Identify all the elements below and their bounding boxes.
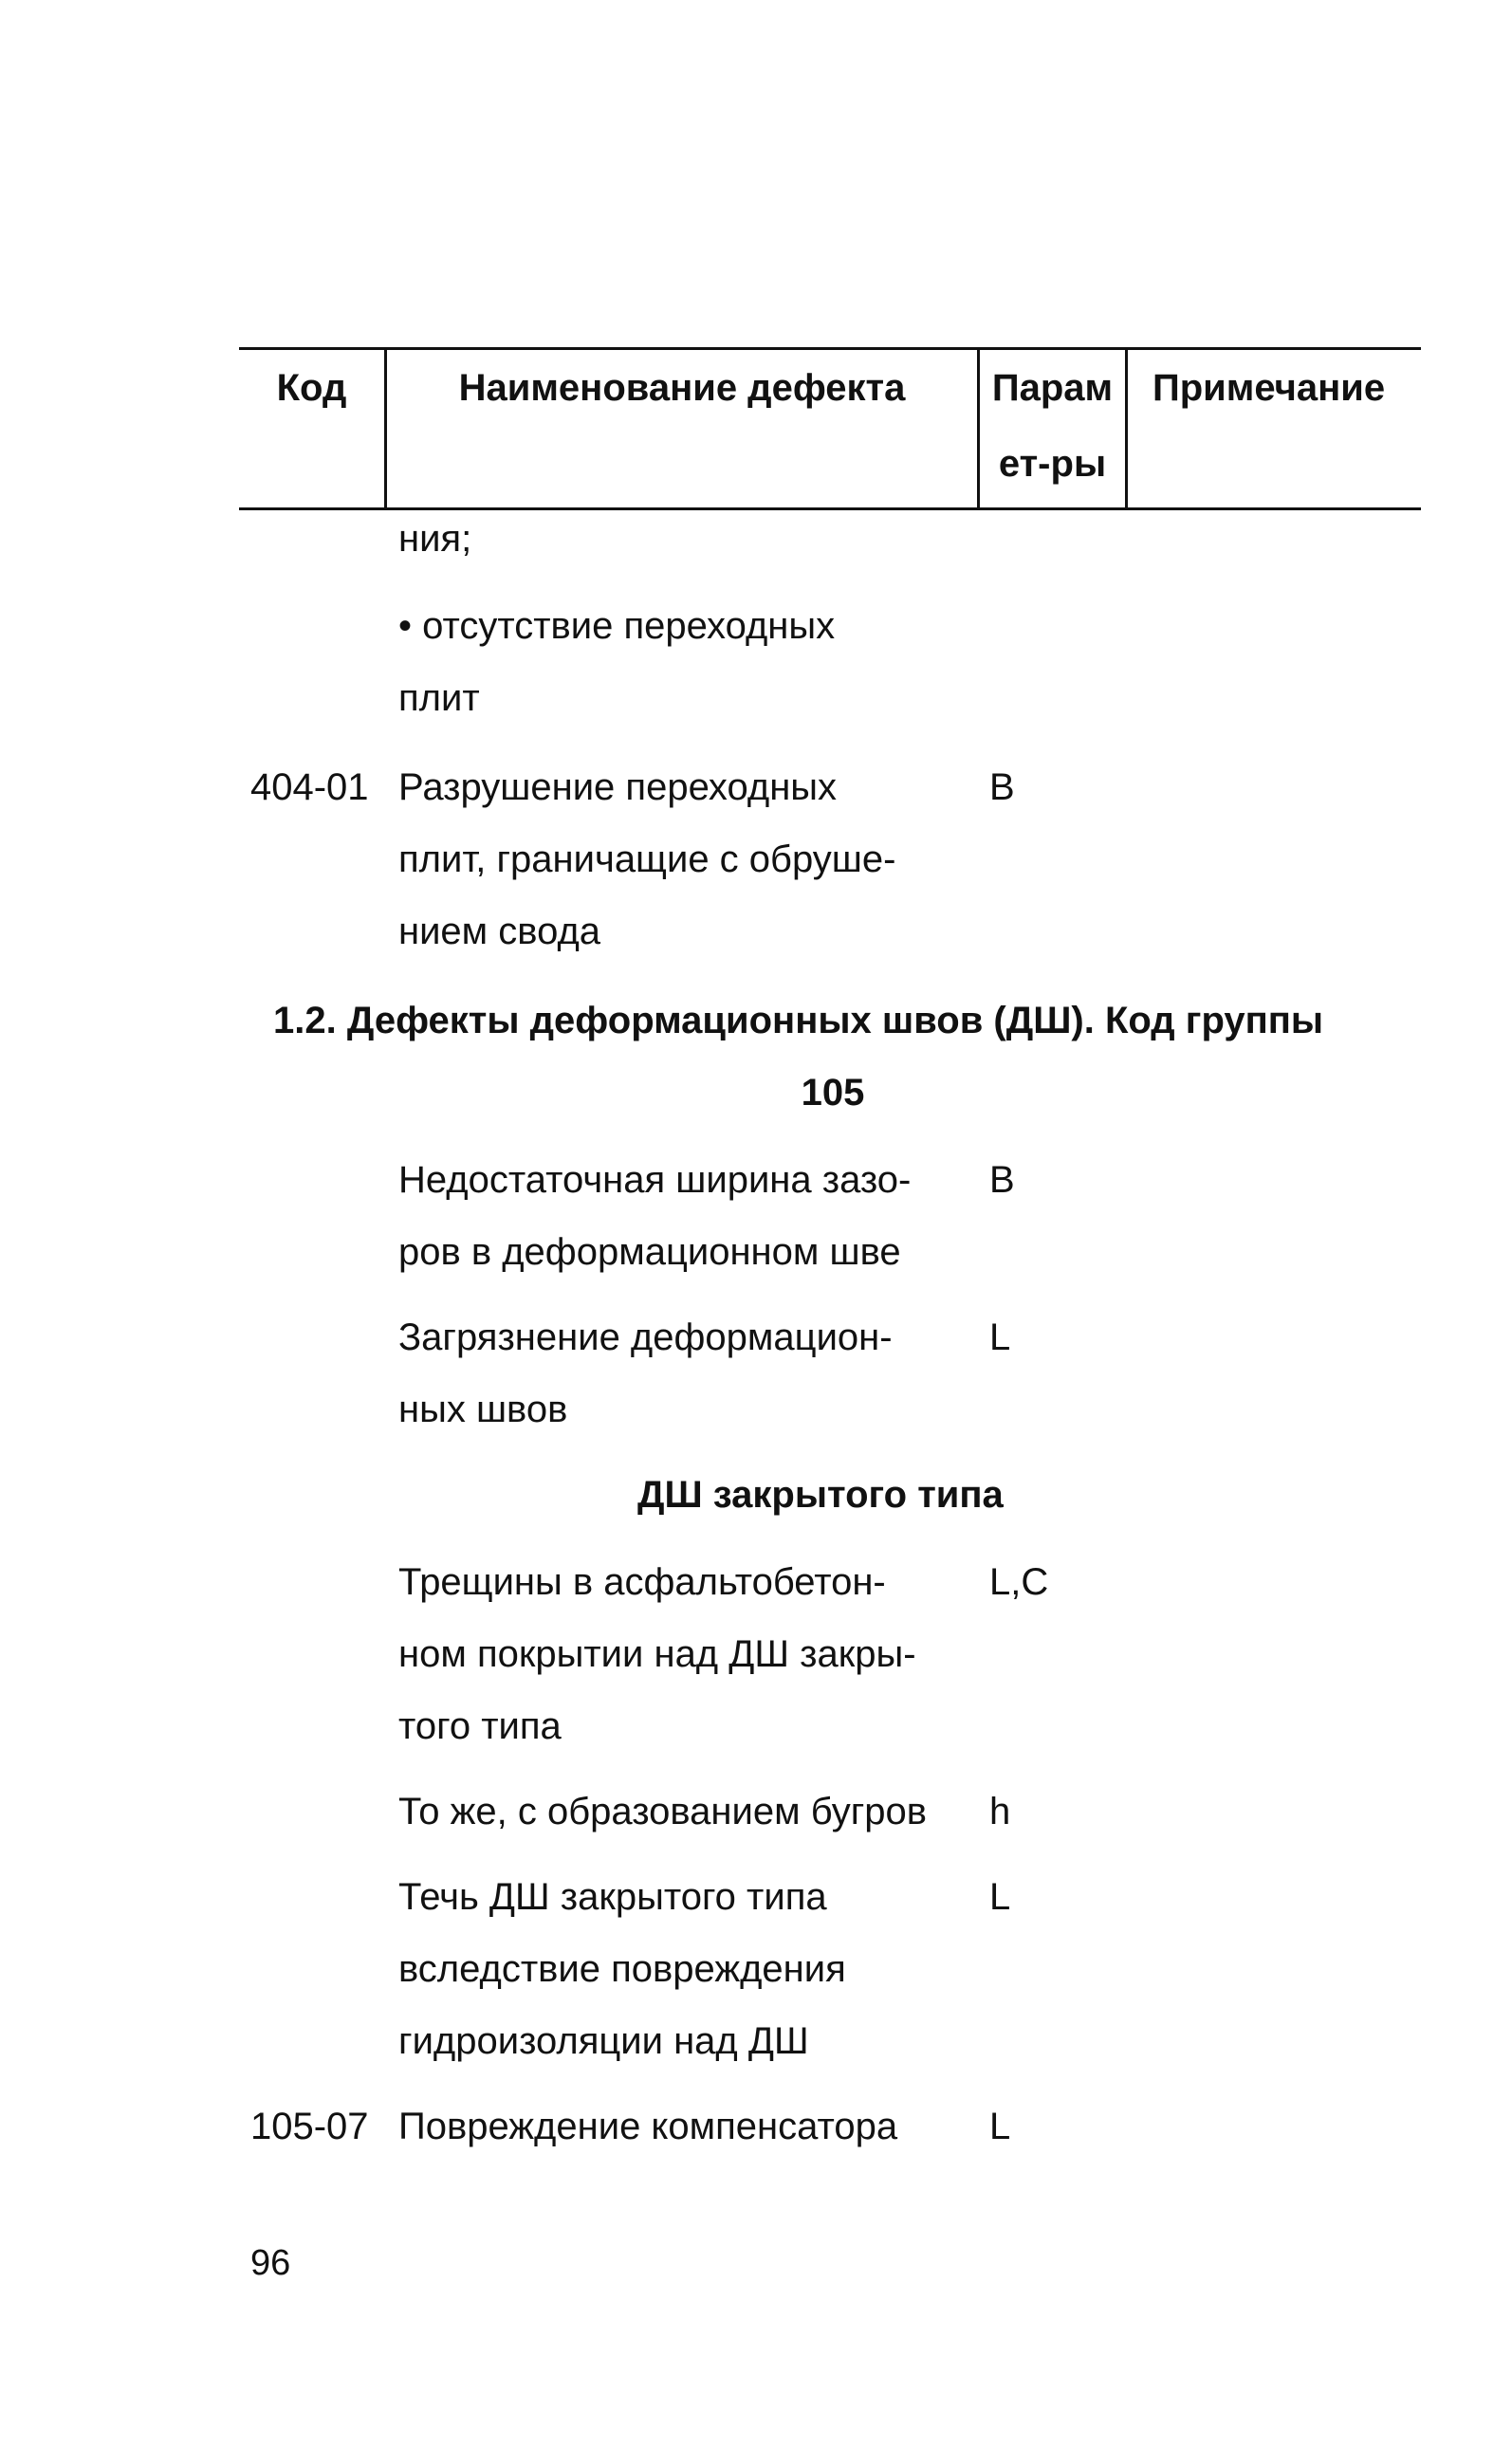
- row-leak-name-2: вследствие повреждения: [398, 1948, 846, 1990]
- row-404-01-code: 404-01: [250, 766, 369, 808]
- row-404-01-name-1: Разрушение переходных: [398, 766, 838, 808]
- bullet-line: • отсутствие переходных: [398, 605, 836, 647]
- table-header: [239, 347, 1421, 510]
- row-cracks-name-1: Трещины в асфальтобетон-: [398, 1561, 886, 1603]
- header-code-label: Код: [276, 367, 347, 409]
- bullet-line-cont: плит: [398, 677, 480, 719]
- row-cracks-param: L,C: [989, 1561, 1049, 1603]
- row-cracks-name-2: ном покрытии над ДШ закры-: [398, 1633, 916, 1675]
- header-name-label: Наименование дефекта: [458, 367, 906, 409]
- row-cracks-name-3: того типа: [398, 1705, 562, 1747]
- subsection-title: ДШ закрытого типа: [637, 1474, 1004, 1516]
- continuation-line: ния;: [398, 518, 472, 560]
- section-title: 1.2. Дефекты деформационных швов (ДШ). Код группы: [273, 1000, 1324, 1041]
- header-name: [387, 350, 980, 507]
- header-note-label: Примечание: [1152, 367, 1386, 409]
- header-params: [980, 350, 1128, 507]
- row-105-07-param: L: [989, 2106, 1011, 2147]
- row-dirt-name-2: ных швов: [398, 1389, 568, 1430]
- row-dirt-name-1: Загрязнение деформацион-: [398, 1317, 893, 1358]
- row-leak-param: L: [989, 1876, 1011, 1918]
- row-dirt-param: L: [989, 1317, 1011, 1358]
- row-404-01-name-2: плит, граничащие с обруше-: [398, 838, 896, 880]
- section-group-code: 105: [801, 1072, 865, 1114]
- row-bumps-param: h: [989, 1791, 1011, 1832]
- page-number: 96: [250, 2243, 291, 2283]
- row-105-07-code: 105-07: [250, 2106, 369, 2147]
- row-gap-name-1: Недостаточная ширина зазо-: [398, 1159, 912, 1201]
- row-gap-name-2: ров в деформационном шве: [398, 1231, 901, 1273]
- row-105-07-name: Повреждение компенсатора: [398, 2106, 898, 2147]
- row-404-01-name-3: нием свода: [398, 911, 601, 952]
- header-code: [239, 350, 387, 507]
- header-params-line1: Парам: [991, 367, 1114, 409]
- row-gap-param: B: [989, 1159, 1015, 1201]
- header-params-line2: ет-ры: [998, 443, 1107, 485]
- header-note: [1128, 350, 1421, 507]
- row-leak-name-1: Течь ДШ закрытого типа: [398, 1876, 827, 1918]
- row-bumps-name: То же, с образованием бугров: [398, 1791, 928, 1832]
- row-404-01-param: B: [989, 766, 1015, 808]
- row-leak-name-3: гидроизоляции над ДШ: [398, 2020, 809, 2062]
